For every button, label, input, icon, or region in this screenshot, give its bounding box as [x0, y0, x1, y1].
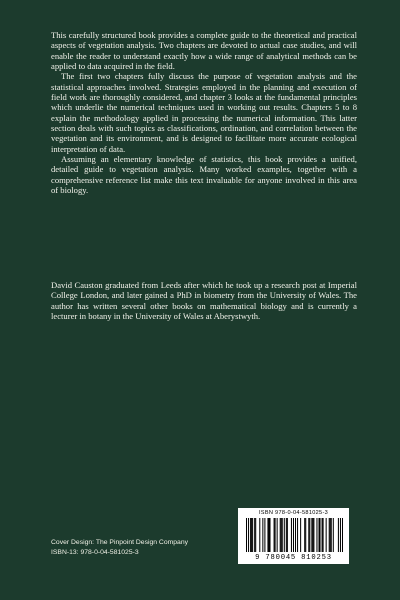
barcode-bar [333, 518, 334, 552]
barcode-bar [275, 518, 276, 552]
barcode-bar [269, 518, 270, 552]
barcode-bar [313, 518, 314, 552]
credits [51, 538, 231, 558]
barcode-bar [308, 518, 309, 552]
barcode-bar [311, 518, 312, 552]
barcode-bar [331, 518, 332, 552]
barcode-bar [264, 518, 265, 552]
barcode [238, 508, 349, 564]
barcode-bar [286, 518, 287, 552]
barcode-bar [281, 518, 282, 552]
cover-design-credit: Cover Design: The Pinpoint Design Company [51, 539, 189, 546]
barcode-bar [277, 518, 278, 552]
barcode-bar [320, 518, 321, 552]
barcode-bar [326, 518, 327, 552]
description-paragraph-1: This carefully structured book provides a complete guide to the theoretical and practical aspects of vegetation analysis. Two chapters are devoted to actual case studies, and will enable the reader to understand exactly how a wide range of analytical methods can be applied to data acquired in the field. [51, 30, 357, 72]
barcode-bar [318, 518, 319, 552]
isbn-13-line: ISBN-13: 978-0-04-581025-3 [51, 549, 139, 556]
barcode-bar [342, 518, 343, 552]
barcode-bar [284, 518, 285, 552]
barcode-bar [248, 518, 249, 552]
barcode-bar [316, 518, 317, 552]
barcode-bar [280, 518, 281, 552]
barcode-bar [322, 518, 323, 552]
barcode-bars [246, 518, 343, 552]
description-paragraph-2: The first two chapters fully discuss the purpose of vegetation analysis and the statistical approaches involved. Strategies employed in the planning and execution of field work are thoroughly considered, and chapter 3 looks at the fundamental principles which underlie the numerical techniques used in working out results. Chapters 5 to 8 explain the methodology applied in processing the numerical information. This latter section deals with such topics as classifications, ordination, and correlation between the vegetation and its environment, and is designed to facilitate more accurate ecological interpretation of data. [51, 71, 357, 154]
barcode-bar [295, 518, 296, 552]
barcode-bar [250, 518, 251, 552]
barcode-bar [304, 518, 305, 552]
description-paragraph-3: Assuming an elementary knowledge of statistics, this book provides a unified, detailed guide to vegetation analysis. Many worked examples, together with a comprehensive reference list make this text invaluable for anyone involved in this area of biology. [51, 154, 357, 196]
barcode-bar [268, 518, 269, 552]
barcode-bar [305, 518, 306, 552]
barcode-bar [251, 518, 252, 552]
author-bio: David Causton graduated from Leeds after which he took up a research post at Imperial College London, and later gained a PhD in biometry from the University of Wales. The author has written several other books on mathematical biology and is currently a lecturer in botany in the University of Wales at Aberystwyth. [51, 280, 357, 322]
barcode-bar [309, 518, 310, 552]
barcode-bar [246, 518, 247, 552]
barcode-bar [262, 518, 263, 552]
barcode-bar [293, 518, 294, 552]
barcode-bar [329, 518, 330, 552]
barcode-bar [254, 518, 255, 552]
barcode-bar [287, 518, 288, 552]
barcode-bar [267, 518, 268, 552]
barcode-bar [259, 518, 260, 552]
barcode-bar [300, 518, 301, 552]
barcode-bar [282, 518, 283, 552]
barcode-bar [340, 518, 341, 552]
barcode-bar [274, 518, 275, 552]
barcode-digits: 9 780045 810253 [255, 554, 332, 562]
barcode-bar [312, 518, 313, 552]
barcode-isbn-label: ISBN 978-0-04-581025-3 [258, 510, 329, 516]
barcode-bar [323, 518, 324, 552]
barcode-bar [252, 518, 253, 552]
barcode-bar [291, 518, 292, 552]
barcode-bar [330, 518, 331, 552]
barcode-bar [338, 518, 339, 552]
barcode-bar [297, 518, 298, 552]
barcode-bar [255, 518, 256, 552]
book-description [51, 30, 357, 196]
